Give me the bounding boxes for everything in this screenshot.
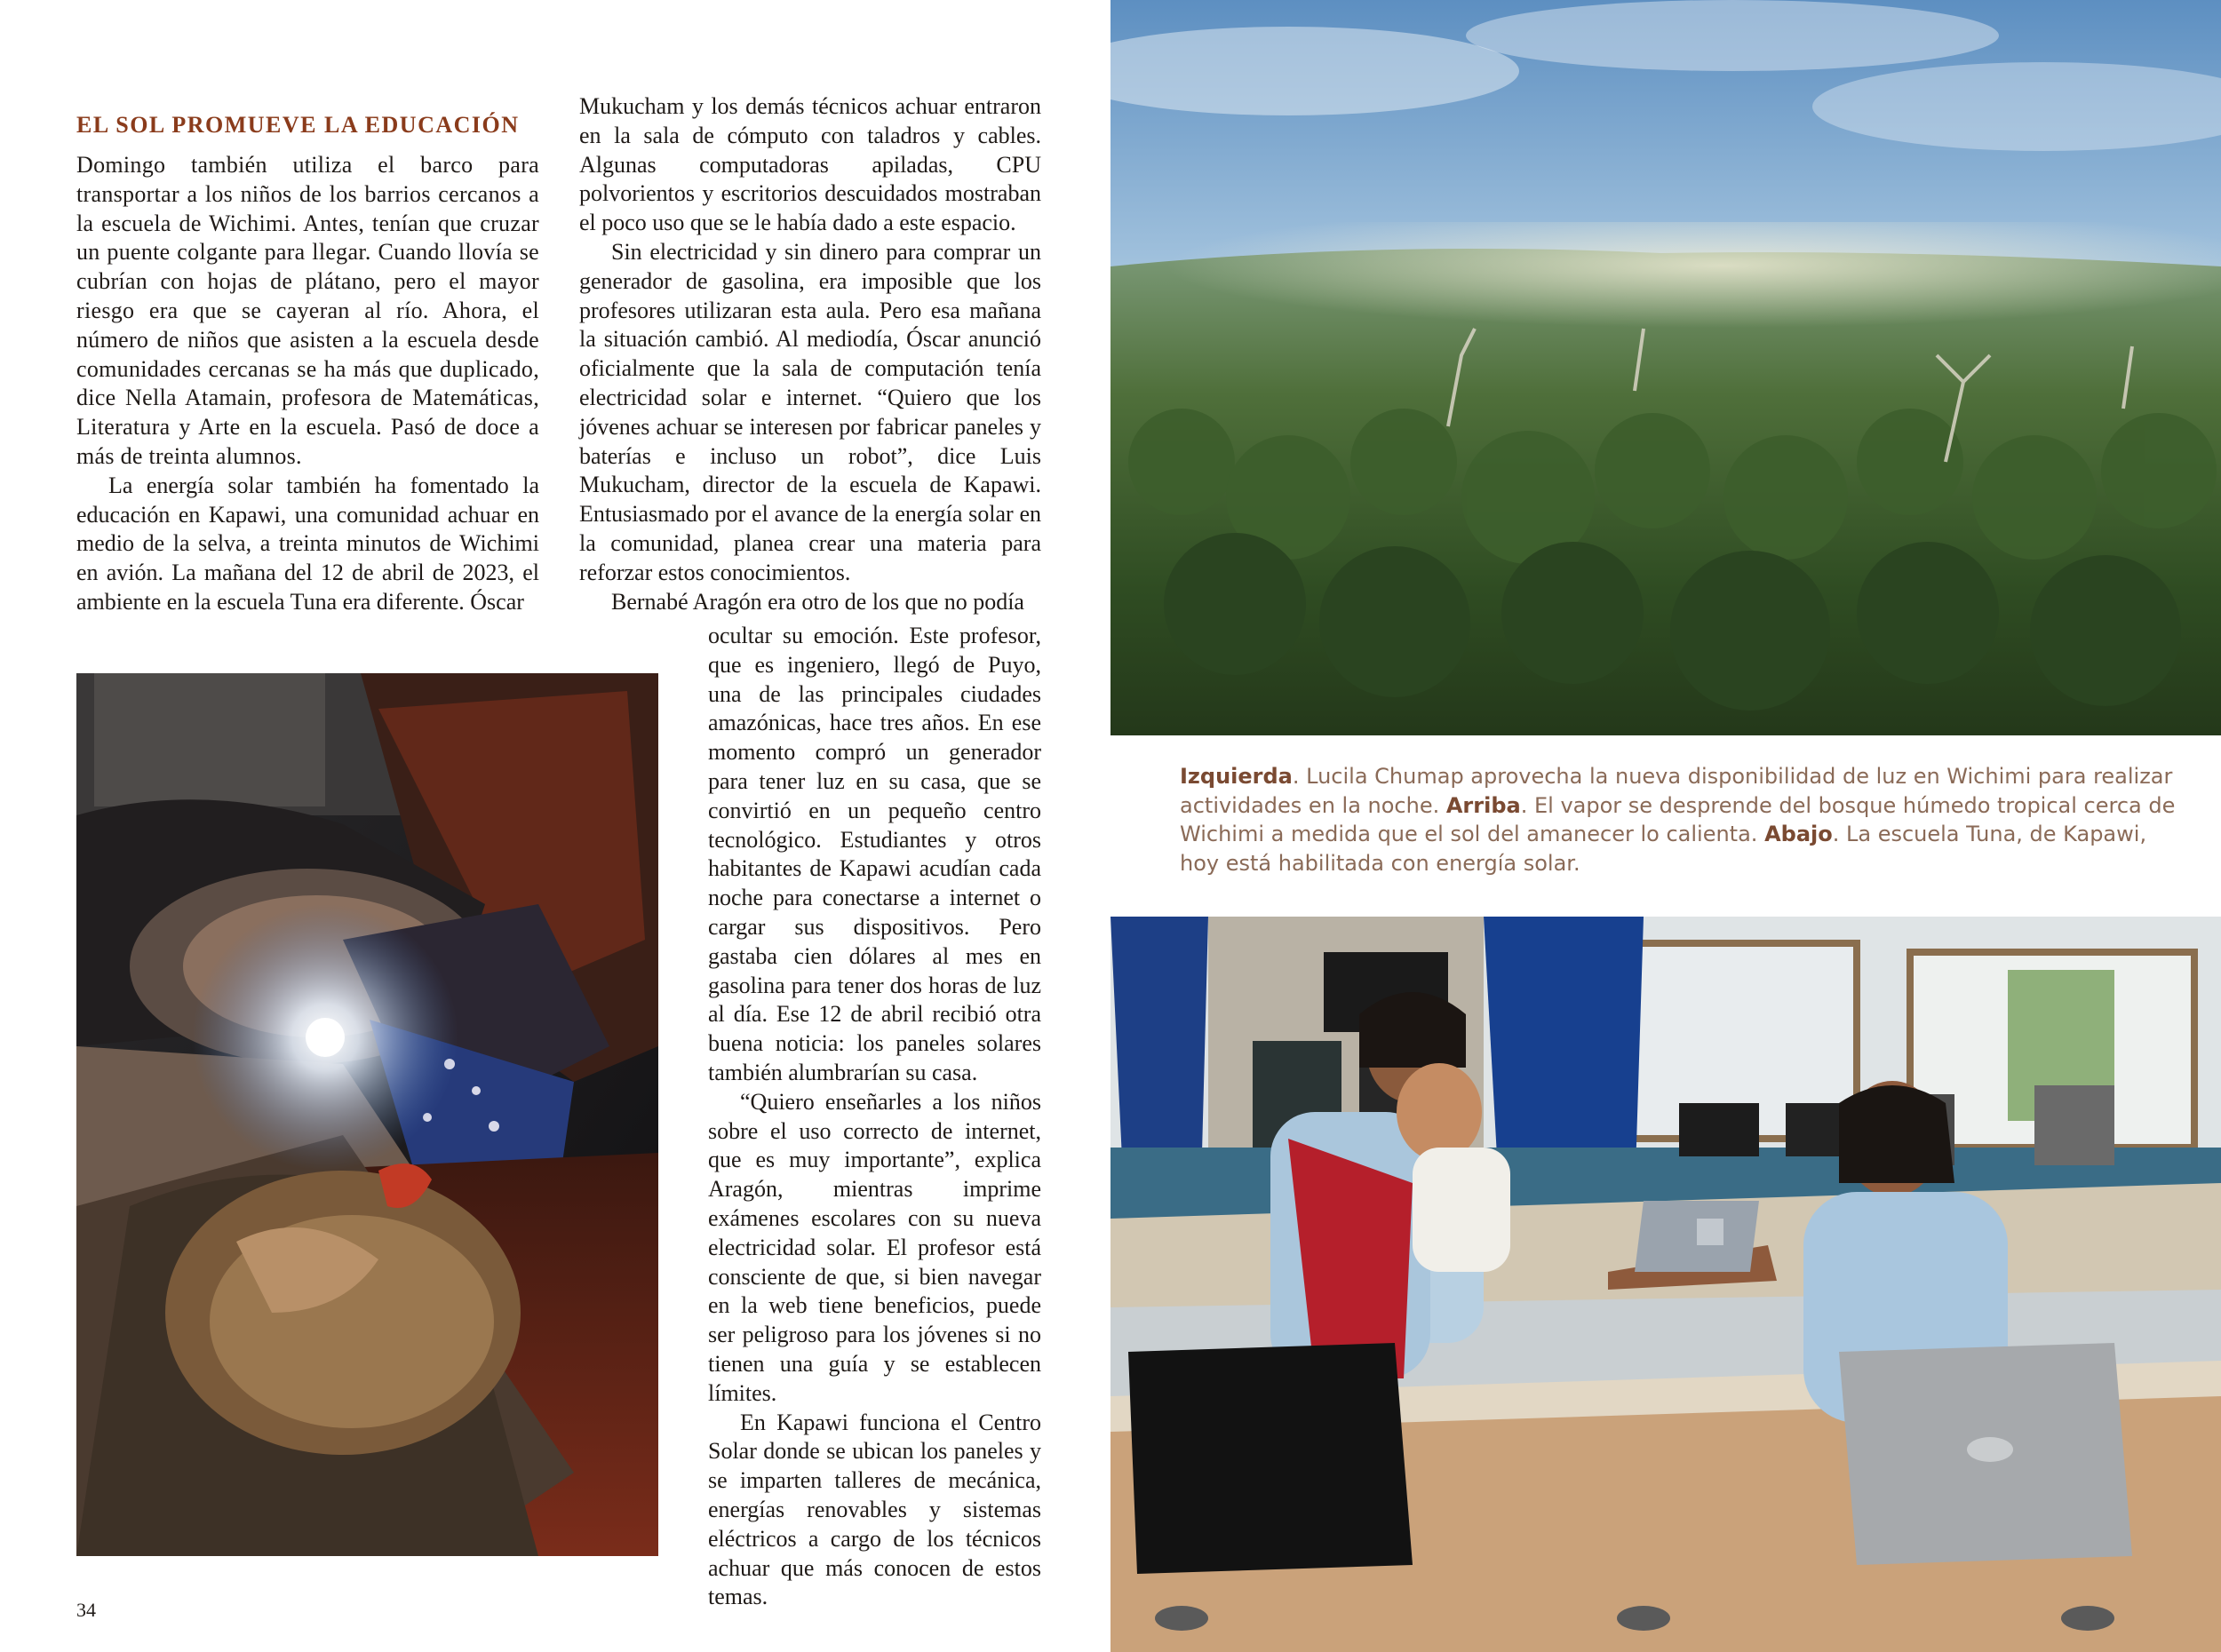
caption-label-left: Izquierda — [1180, 764, 1293, 789]
paragraph: ocultar su emoción. Este profesor, que es ingeniero, llegó de Puyo, una de las principales ciudades amazónicas, hace tres años. En ese momento compró un generador para tener luz en su casa, que se convirtió en un pequeño centro tecnológico. Estudiantes y otros habitantes de Kapawi acudían cada noche para conectarse a internet o cargar sus dispositivos. Pero gastaba cien dólares al mes en gasolina para tener dos horas de luz al día. Ese 12 de abril recibió otra buena noticia: los paneles solares también alumbrarían su casa. — [708, 623, 1041, 1085]
photo-classroom-illustration — [1110, 917, 2221, 1652]
paragraph: Sin electricidad y sin dinero para comprar un generador de gasolina, era imposible que los profesores utilizaran esta aula. Pero esa mañana la situación cambió. Al mediodía, Óscar anunció oficialmente que la sala de computación tenía electricidad solar e internet. “Quiero que los jóvenes achuar se interesen por fabricar paneles y baterías e incluso un robot”, dice Luis Mukucham, director de la escuela de Kapawi. Entusiasmado por el avance de la energía solar en la comunidad, planea crear una materia para reforzar estos conocimientos. — [579, 238, 1041, 585]
paragraph: La energía solar también ha fomentado la educación en Kapawi, una comunidad achuar en medio de la selva, a treinta minutos de Wichimi en avión. La mañana del 12 de abril de 2023, el ambiente en la escuela Tuna era diferente. Óscar — [76, 472, 539, 615]
caption-text-left: . Lucila Chumap aprovecha la nueva disponibilidad de luz en Wichimi para realizar actividades en la noche. — [1180, 764, 2173, 818]
paragraph: Bernabé Aragón era otro de los que no podía — [611, 588, 1024, 615]
section-heading: EL SOL PROMUEVE LA EDUCACIÓN — [76, 111, 520, 138]
caption-text-bottom: . La escuela Tuna, de Kapawi, hoy está habilitada con energía solar. — [1180, 822, 2147, 876]
caption-label-top: Arriba — [1445, 792, 1521, 818]
photo-woman-with-lamp — [76, 673, 658, 1556]
photo-classroom — [1110, 917, 2221, 1652]
text-column-2-top — [579, 92, 1041, 616]
photo-caption — [1180, 762, 2184, 878]
photo-woman-illustration — [76, 673, 658, 1556]
paragraph: Mukucham y los demás técnicos achuar entraron en la sala de cómputo con taladros y cables. Algunas computadoras apiladas, CPU polvorientos y escritorios descuidados mostraban el poco uso que se le había dado a este espacio. — [579, 93, 1041, 236]
text-column-1 — [76, 151, 539, 617]
caption-text-top: . El vapor se desprende del bosque húmedo tropical cerca de Wichimi a medida que el sol del amanecer lo calienta. — [1180, 792, 2176, 846]
photo-forest-illustration — [1110, 0, 2221, 735]
page-number: 34 — [76, 1599, 96, 1621]
paragraph: En Kapawi funciona el Centro Solar donde se ubican los paneles y se imparten talleres de mecánica, energías renovables y sistemas eléctricos a cargo de los técnicos achuar que más conocen de estos temas. — [708, 1409, 1041, 1610]
caption-label-bottom: Abajo — [1764, 822, 1833, 846]
text-column-2-bottom — [708, 622, 1041, 1612]
paragraph: Domingo también utiliza el barco para transportar a los niños de los barrios cercanos a la escuela de Wichimi. Antes, tenían que cruzar un puente colgante para llegar. Cuando llovía se cubrían con hojas de plátano, pero el mayor riesgo era que se cayeran al río. Ahora, el número de niños que asisten a la escuela desde comunidades cercanas se ha más que duplicado, dice Nella Atamain, profesora de Matemáticas, Literatura y Arte en la escuela. Pasó de doce a más de treinta alumnos. — [76, 152, 539, 469]
photo-rainforest-aerial — [1110, 0, 2221, 735]
paragraph: “Quiero enseñarles a los niños sobre el uso correcto de internet, que es muy importante”, explica Aragón, mientras imprime exámenes escolares con su nueva electricidad solar. El profesor está consciente de que, si bien navegar en la web tiene beneficios, puede ser peligroso para los jóvenes si no tienen una guía y se establecen límites. — [708, 1088, 1041, 1406]
